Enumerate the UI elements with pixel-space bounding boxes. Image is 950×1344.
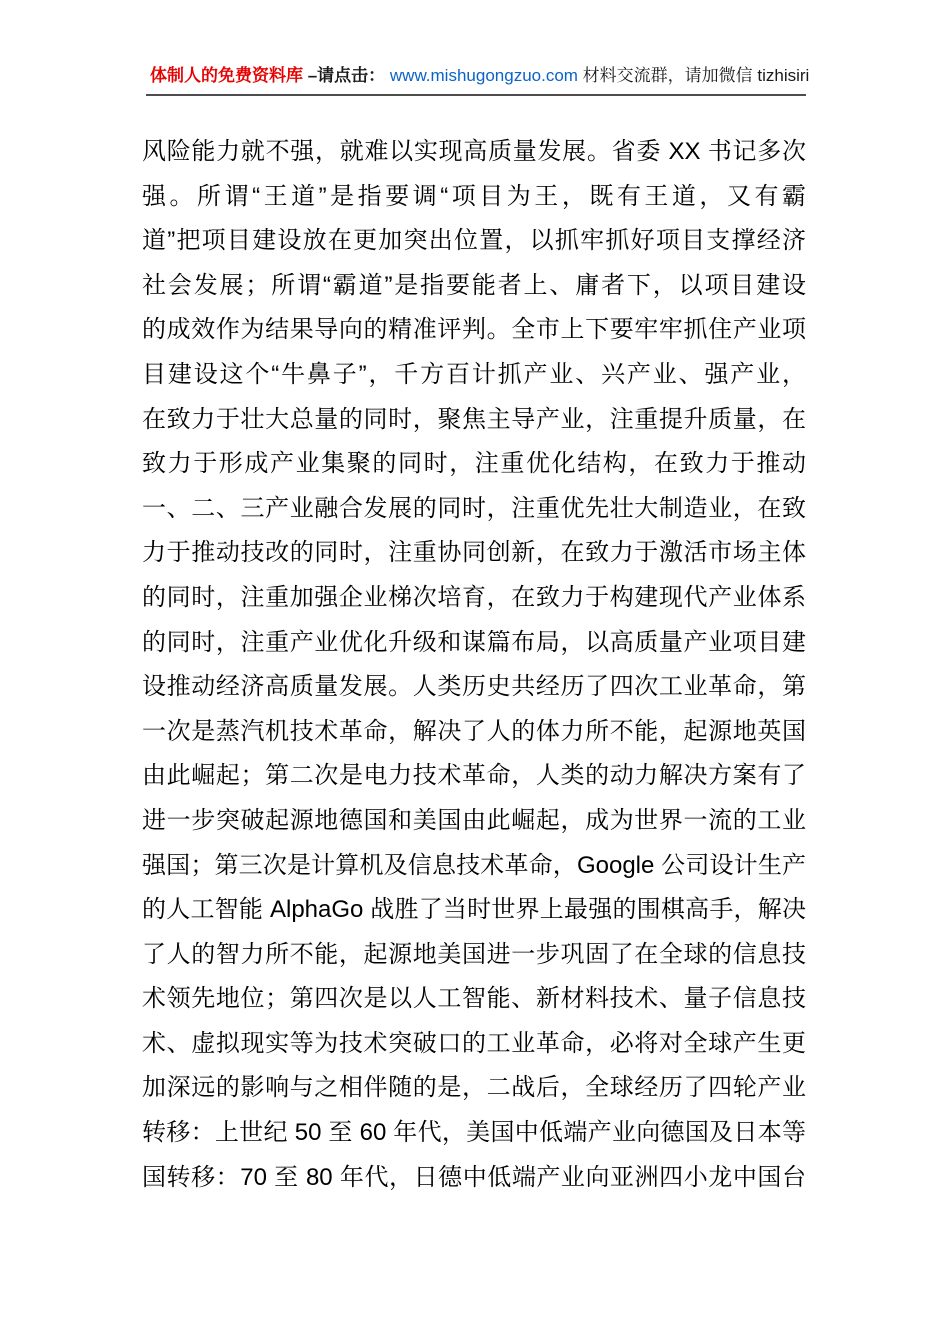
paragraph-line: 由此崛起；第二次是电力技术革命，人类的动力解决方案有了 [142,762,806,790]
document-body [142,130,806,1200]
paragraph-line: 风险能力就不强，就难以实现高质量发展。省委 XX 书记多次 [142,138,806,165]
banner-wechat-note: 材料交流群，请加微信 tizhisiri [577,66,810,85]
header-divider [146,94,806,96]
header-banner [150,63,850,89]
paragraph-line: 术、虚拟现实等为技术突破口的工业革命，必将对全球产生更 [142,1029,806,1057]
paragraph-line: 力于推动技改的同时，注重协同创新，在致力于激活市场主体 [142,539,806,567]
paragraph-line: 加深远的影响与之相伴随的是，二战后，全球经历了四轮产业 [142,1074,806,1102]
paragraph-line: 社会发展；所谓“霸道”是指要能者上、庸者下，以项目建设 [142,271,806,299]
banner-site-link[interactable]: www.mishugongzuo.com [389,66,578,85]
paragraph-line: 强。所谓“王道”是指要调“项目为王，既有王道，又有霸 [142,182,806,210]
paragraph-line: 的同时，注重产业优化升级和谋篇布局，以高质量产业项目建 [142,628,806,656]
paragraph-line: 术领先地位；第四次是以人工智能、新材料技术、量子信息技 [142,985,806,1013]
paragraph-line: 了人的智力所不能，起源地美国进一步巩固了在全球的信息技 [142,940,806,968]
paragraph-line: 的同时，注重加强企业梯次培育，在致力于构建现代产业体系 [142,583,806,611]
paragraph-line: 道”把项目建设放在更加突出位置，以抓牢抓好项目支撑经济 [142,227,806,255]
paragraph-line: 的人工智能 AlphaGo 战胜了当时世界上最强的围棋高手，解决 [142,896,806,924]
paragraph-line: 设推动经济高质量发展。人类历史共经历了四次工业革命，第 [142,673,806,701]
paragraph-line: 国转移：70 至 80 年代，日德中低端产业向亚洲四小龙中国台 [142,1163,806,1191]
paragraph-line: 进一步突破起源地德国和美国由此崛起，成为世界一流的工业 [142,806,806,834]
banner-brand-label: 体制人的免费资料库 [150,66,303,85]
paragraph-line: 一次是蒸汽机技术革命，解决了人的体力所不能，起源地英国 [142,717,806,745]
banner-click-prompt: –请点击： [303,66,390,85]
paragraph-line: 的成效作为结果导向的精准评判。全市上下要牢牢抓住产业项 [142,316,806,344]
paragraph-line: 致力于形成产业集聚的同时，注重优化结构，在致力于推动 [142,450,806,478]
paragraph-line: 一、二、三产业融合发展的同时，注重优先壮大制造业，在致 [142,494,806,522]
paragraph-line: 强国；第三次是计算机及信息技术革命，Google 公司设计生产 [142,851,806,879]
paragraph-line: 转移：上世纪 50 至 60 年代，美国中低端产业向德国及日本等 [142,1119,806,1147]
paragraph-line: 目建设这个“牛鼻子”，千方百计抓产业、兴产业、强产业， [142,360,806,388]
paragraph-line: 在致力于壮大总量的同时，聚焦主导产业，注重提升质量，在 [142,405,806,433]
